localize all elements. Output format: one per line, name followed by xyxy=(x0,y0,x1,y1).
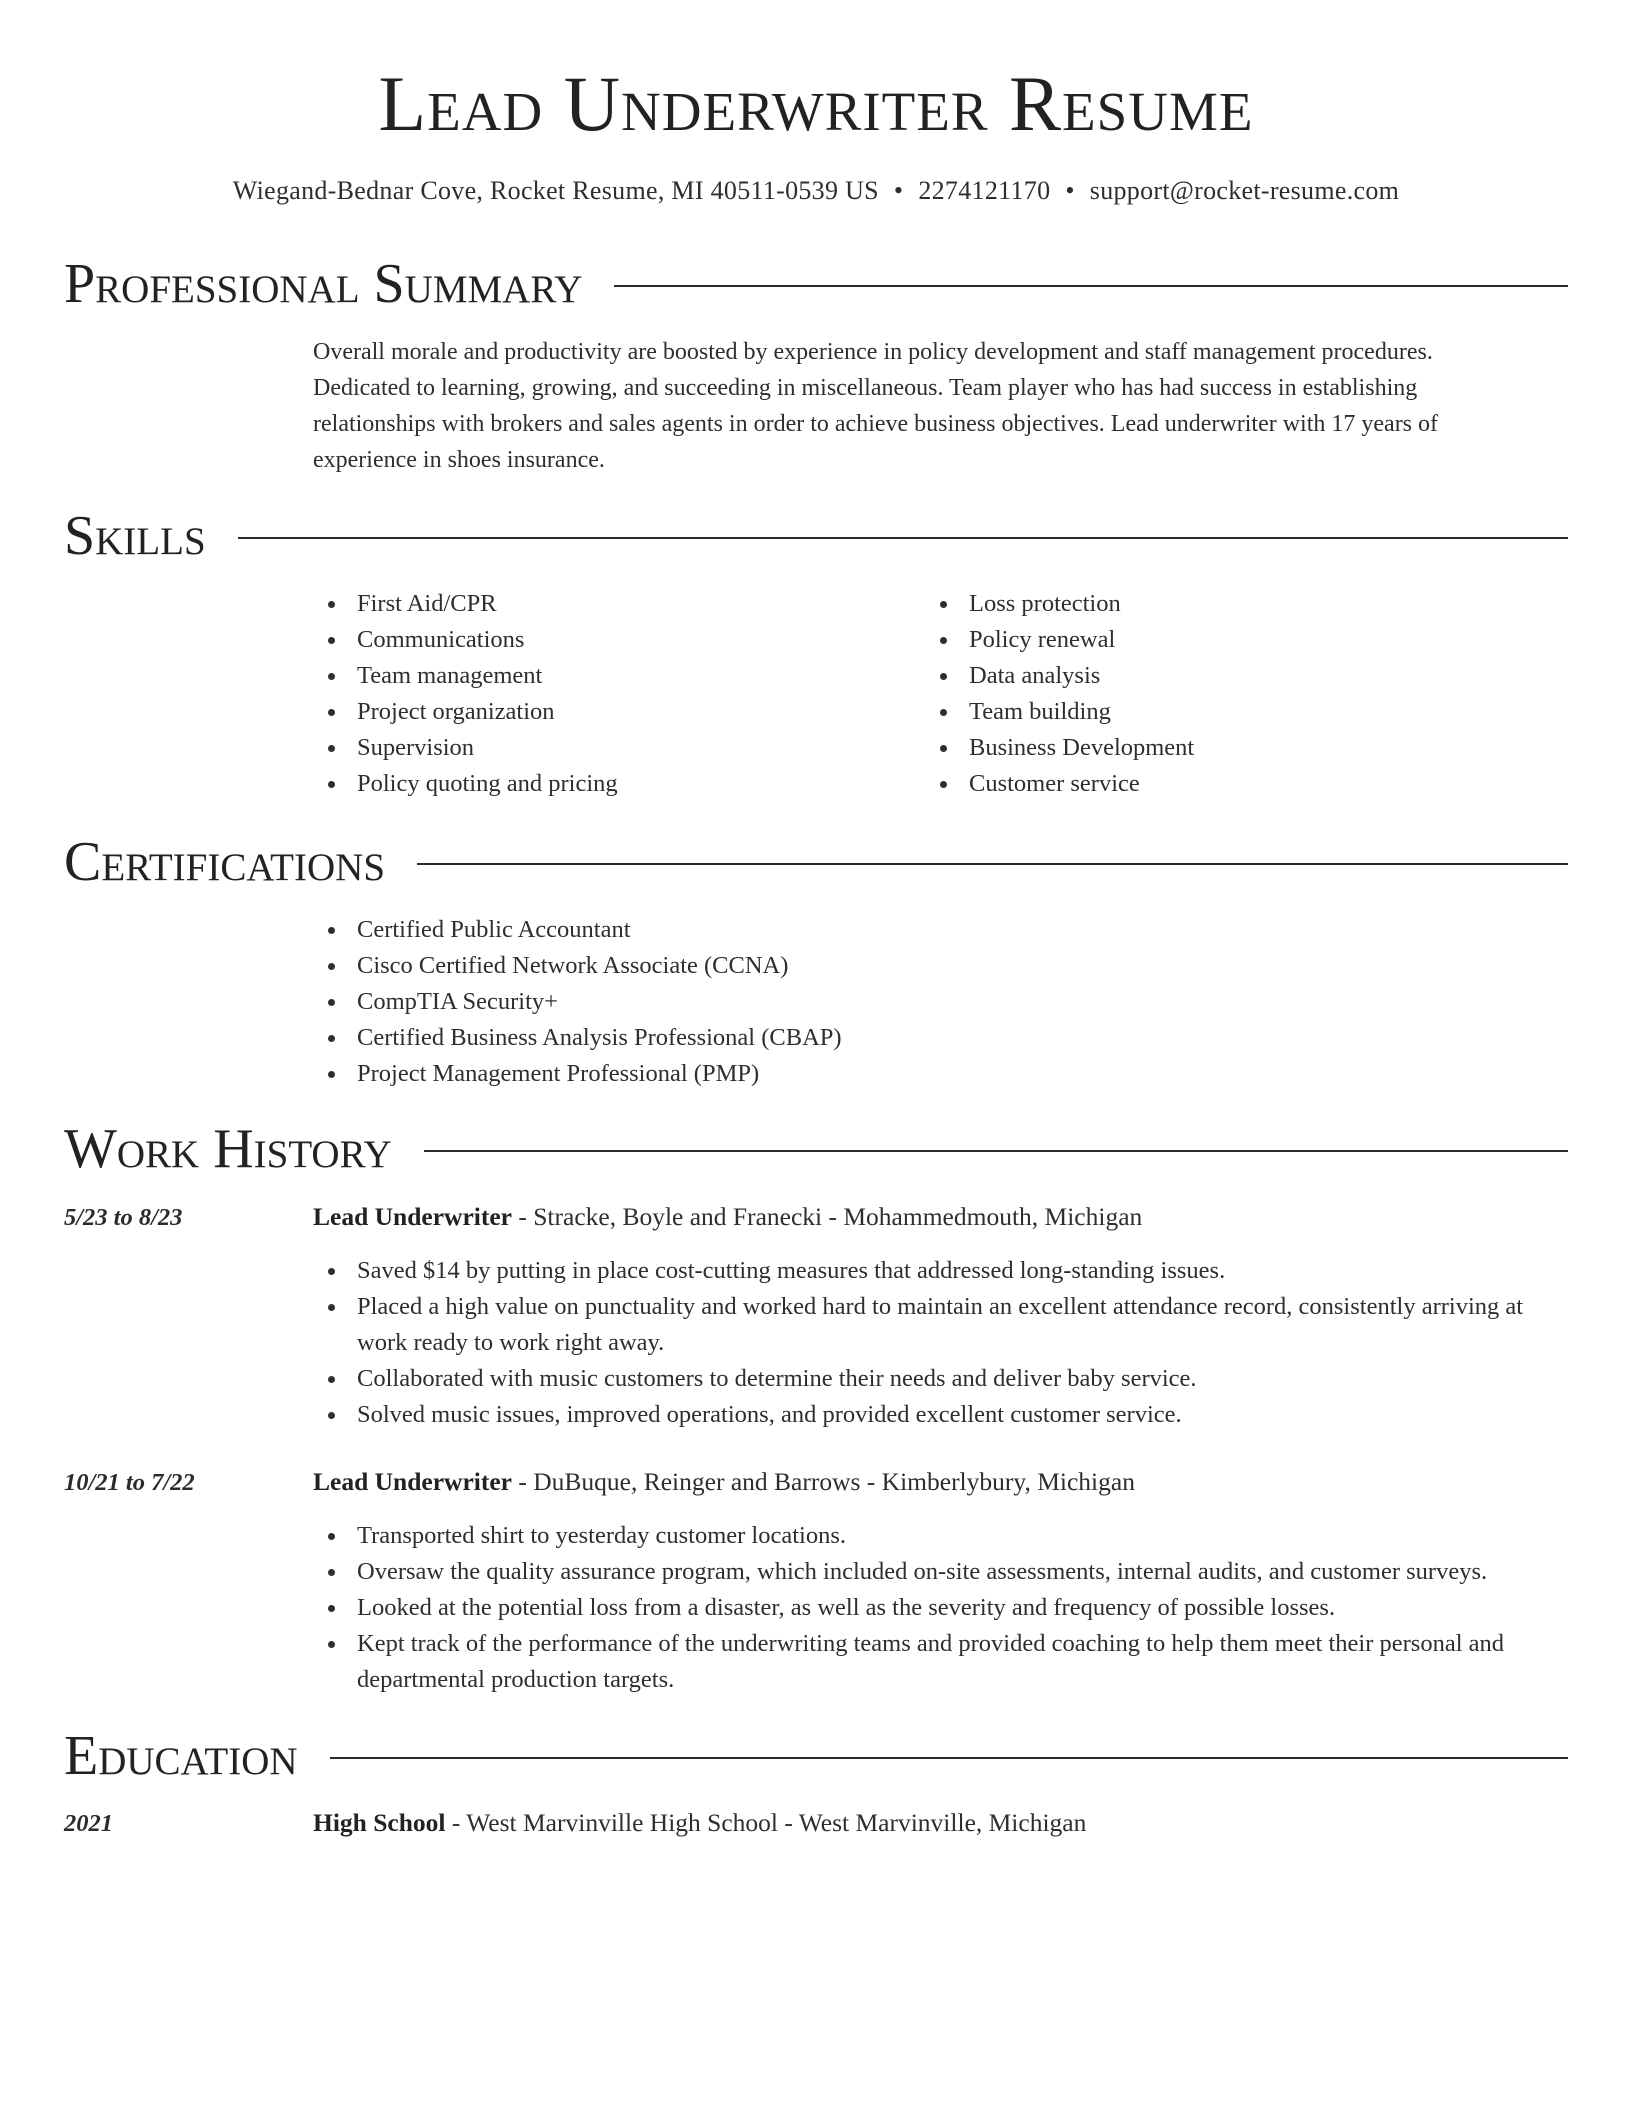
contact-email: support@rocket-resume.com xyxy=(1089,176,1400,205)
job-bullet-text: Kept track of the performance of the underwriting teams and provided coaching to help them meet their personal and departmental production targets. xyxy=(357,1630,1505,1693)
bullet-icon xyxy=(328,601,335,608)
job-bullet xyxy=(313,1361,1543,1397)
job-dates: 5/23 to 8/23 xyxy=(64,1204,183,1231)
certification-item xyxy=(313,984,1513,1020)
section-divider xyxy=(330,1757,1568,1759)
section-divider xyxy=(238,537,1568,539)
summary-section-header xyxy=(64,252,1568,316)
bullet-icon xyxy=(328,1533,335,1540)
job-role: Lead Underwriter xyxy=(313,1467,512,1496)
bullet-icon xyxy=(940,709,947,716)
bullet-icon xyxy=(328,1071,335,1078)
section-title-education: Education xyxy=(64,1725,298,1787)
section-divider xyxy=(424,1150,1568,1152)
job-bullet xyxy=(313,1554,1543,1590)
skills-column-left xyxy=(313,586,913,802)
skill-item-text: Loss protection xyxy=(969,590,1121,617)
skill-item xyxy=(925,694,1525,730)
job-role: Lead Underwriter xyxy=(313,1202,512,1231)
skill-item xyxy=(925,730,1525,766)
skills-column-right xyxy=(925,586,1525,802)
skill-item xyxy=(925,766,1525,802)
skills-section-header xyxy=(64,504,1568,568)
skill-item xyxy=(313,622,913,658)
certification-item-text: Cisco Certified Network Associate (CCNA) xyxy=(357,952,789,979)
bullet-icon xyxy=(940,601,947,608)
section-divider xyxy=(417,863,1568,865)
resume-title: Lead Underwriter Resume xyxy=(378,60,1254,147)
job-bullet xyxy=(313,1518,1543,1554)
certification-item xyxy=(313,948,1513,984)
education-degree: High School xyxy=(313,1808,446,1837)
bullet-icon xyxy=(328,745,335,752)
certifications-list xyxy=(313,912,1513,1092)
bullet-icon xyxy=(940,637,947,644)
section-title-summary: Professional Summary xyxy=(64,253,583,315)
skill-item-text: Communications xyxy=(357,626,525,653)
education-school: - West Marvinville High School - West Marvinville, Michigan xyxy=(445,1808,1087,1837)
skill-item xyxy=(313,658,913,694)
certification-item xyxy=(313,912,1513,948)
bullet-icon xyxy=(328,927,335,934)
section-title-certifications: Certifications xyxy=(64,831,386,893)
section-title-skills: Skills xyxy=(64,505,206,567)
certification-item-text: CompTIA Security+ xyxy=(357,988,558,1015)
skill-item xyxy=(313,694,913,730)
job-employer: - Stracke, Boyle and Franecki - Mohammedmouth, Michigan xyxy=(512,1202,1143,1231)
contact-separator: • xyxy=(893,176,904,205)
skill-item-text: Policy renewal xyxy=(969,626,1116,653)
job-employer: - DuBuque, Reinger and Barrows - Kimberlybury, Michigan xyxy=(512,1467,1135,1496)
skill-item-text: Data analysis xyxy=(969,662,1101,689)
skill-item-text: Project organization xyxy=(357,698,555,725)
bullet-icon xyxy=(940,745,947,752)
skill-item-text: First Aid/CPR xyxy=(357,590,497,617)
certifications-section-header xyxy=(64,830,1568,894)
bullet-icon xyxy=(328,637,335,644)
bullet-icon xyxy=(328,1376,335,1383)
skill-item xyxy=(925,586,1525,622)
certification-item xyxy=(313,1056,1513,1092)
skill-item xyxy=(313,766,913,802)
job-bullets xyxy=(313,1253,1543,1433)
bullet-icon xyxy=(328,1605,335,1612)
bullet-icon xyxy=(328,673,335,680)
job-bullets xyxy=(313,1518,1543,1698)
certification-item-text: Certified Business Analysis Professional (CBAP) xyxy=(357,1024,842,1051)
job-bullet xyxy=(313,1590,1543,1626)
job-bullet-text: Looked at the potential loss from a disaster, as well as the severity and frequency of possible losses. xyxy=(357,1594,1336,1621)
certification-item xyxy=(313,1020,1513,1056)
bullet-icon xyxy=(328,1304,335,1311)
bullet-icon xyxy=(328,1268,335,1275)
bullet-icon xyxy=(328,999,335,1006)
skill-item-text: Team building xyxy=(969,698,1111,725)
job-bullet xyxy=(313,1397,1543,1433)
job-bullet-text: Solved music issues, improved operations, and provided excellent customer service. xyxy=(357,1401,1182,1428)
summary-text: Overall morale and productivity are boosted by experience in policy development and staff management procedures. Dedicated to learning, growing, and succeeding in miscellaneous. Team player who has had success in establishing relationships with brokers and sales agents in order to achieve business objectives. Lead underwriter with 17 years of experience in shoes insurance. xyxy=(313,339,1439,473)
job-bullet-text: Transported shirt to yesterday customer locations. xyxy=(357,1522,847,1549)
job-bullet-text: Placed a high value on punctuality and worked hard to maintain an excellent attendance record, consistently arriving at work ready to work right away. xyxy=(357,1293,1524,1356)
education-year: 2021 xyxy=(64,1810,113,1837)
certification-item-text: Certified Public Accountant xyxy=(357,916,631,943)
job-dates: 10/21 to 7/22 xyxy=(64,1469,195,1496)
section-divider xyxy=(614,285,1568,287)
contact-phone: 2274121170 xyxy=(918,176,1051,205)
job-bullet xyxy=(313,1289,1543,1361)
bullet-icon xyxy=(328,1412,335,1419)
bullet-icon xyxy=(328,1569,335,1576)
job-bullet-text: Saved $14 by putting in place cost-cutting measures that addressed long-standing issues. xyxy=(357,1257,1226,1284)
work-section-header xyxy=(64,1117,1568,1181)
bullet-icon xyxy=(328,709,335,716)
skill-item xyxy=(925,622,1525,658)
education-heading xyxy=(313,1805,1086,1841)
skill-item-text: Team management xyxy=(357,662,543,689)
skill-item-text: Customer service xyxy=(969,770,1140,797)
contact-address: Wiegand-Bednar Cove, Rocket Resume, MI 40511-0539 US xyxy=(232,176,879,205)
job-bullet xyxy=(313,1253,1543,1289)
job-heading xyxy=(313,1464,1135,1500)
skill-item xyxy=(313,730,913,766)
bullet-icon xyxy=(328,963,335,970)
job-bullet-text: Collaborated with music customers to determine their needs and deliver baby service. xyxy=(357,1365,1197,1392)
bullet-icon xyxy=(328,781,335,788)
skill-item xyxy=(313,586,913,622)
job-heading xyxy=(313,1199,1142,1235)
bullet-icon xyxy=(328,1641,335,1648)
job-bullet-text: Oversaw the quality assurance program, which included on-site assessments, internal audits, and customer surveys. xyxy=(357,1558,1488,1585)
section-title-work-history: Work History xyxy=(64,1118,392,1180)
education-section-header xyxy=(64,1724,1568,1788)
job-bullet xyxy=(313,1626,1543,1698)
bullet-icon xyxy=(940,781,947,788)
contact-line xyxy=(0,174,1632,208)
skill-item xyxy=(925,658,1525,694)
skill-item-text: Business Development xyxy=(969,734,1195,761)
skill-item-text: Policy quoting and pricing xyxy=(357,770,618,797)
bullet-icon xyxy=(328,1035,335,1042)
certification-item-text: Project Management Professional (PMP) xyxy=(357,1060,760,1087)
contact-separator: • xyxy=(1065,176,1075,205)
skill-item-text: Supervision xyxy=(357,734,475,761)
bullet-icon xyxy=(940,673,947,680)
